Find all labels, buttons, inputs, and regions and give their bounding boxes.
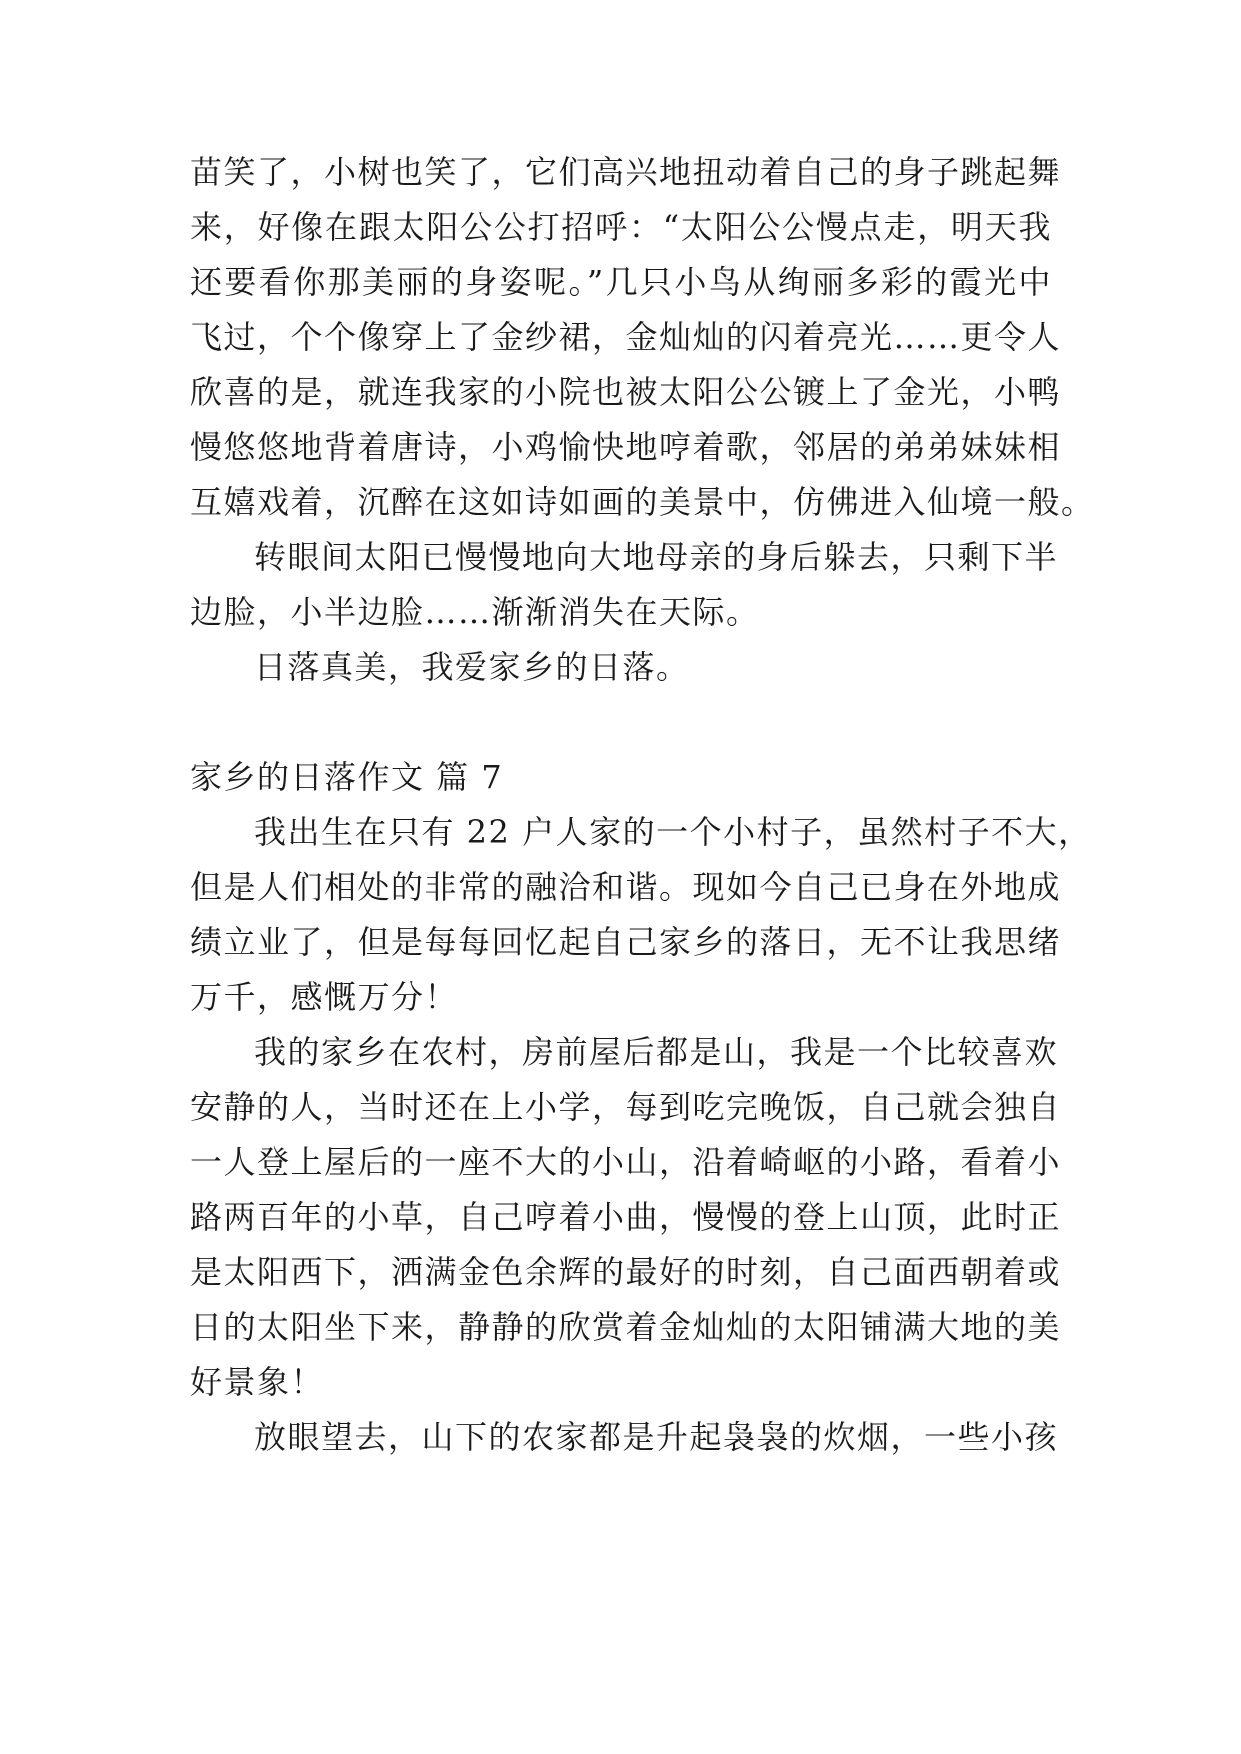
text-line: 还要看你那美丽的身姿呢。”几只小鸟从绚丽多彩的霞光中	[190, 263, 1052, 301]
text-line: 绩立业了，但是每每回忆起自己家乡的落日，无不让我思绪	[190, 923, 1062, 961]
text-line: 转眼间太阳已慢慢地向大地母亲的身后躲去，只剩下半	[254, 538, 1059, 576]
text-line: 好景象！	[190, 1363, 325, 1401]
text-line: 苗笑了，小树也笑了，它们高兴地扭动着自己的身子跳起舞	[190, 153, 1062, 191]
text-line: 我的家乡在农村，房前屋后都是山，我是一个比较喜欢	[254, 1033, 1059, 1071]
text-line: 日的太阳坐下来，静静的欣赏着金灿灿的太阳铺满大地的美	[190, 1308, 1062, 1346]
text-line: 路两百年的小草，自己哼着小曲，慢慢的登上山顶，此时正	[190, 1198, 1062, 1236]
text-line: 来，好像在跟太阳公公打招呼：“太阳公公慢点走，明天我	[190, 208, 1052, 246]
text-line: 放眼望去，山下的农家都是升起袅袅的炊烟，一些小孩	[254, 1418, 1059, 1456]
text-line: 万千，感慨万分！	[190, 978, 459, 1016]
text-line: 飞过，个个像穿上了金纱裙，金灿灿的闪着亮光……更令人	[190, 318, 1062, 356]
text-line: 欣喜的是，就连我家的小院也被太阳公公镀上了金光，小鸭	[190, 373, 1062, 411]
text-line: 边脸，小半边脸……渐渐消失在天际。	[190, 593, 760, 631]
text-line: 一人登上屋后的一座不大的小山，沿着崎岖的小路，看着小	[190, 1143, 1062, 1181]
text-line: 互嬉戏着，沉醉在这如诗如画的美景中，仿佛进入仙境一般。	[190, 483, 1095, 521]
section-heading: 家乡的日落作文 篇 7	[190, 758, 504, 796]
text-line: 是太阳西下，洒满金色余辉的最好的时刻，自己面西朝着或	[190, 1253, 1062, 1291]
text-line: 但是人们相处的非常的融洽和谐。现如今自己已身在外地成	[190, 868, 1062, 906]
text-line: 安静的人，当时还在上小学，每到吃完晚饭，自己就会独自	[190, 1088, 1062, 1126]
text-line: 日落真美，我爱家乡的日落。	[254, 648, 690, 686]
text-line: 我出生在只有 22 户人家的一个小村子，虽然村子不大，	[254, 813, 1092, 851]
text-line: 慢悠悠地背着唐诗，小鸡愉快地哼着歌，邻居的弟弟妹妹相	[190, 428, 1062, 466]
